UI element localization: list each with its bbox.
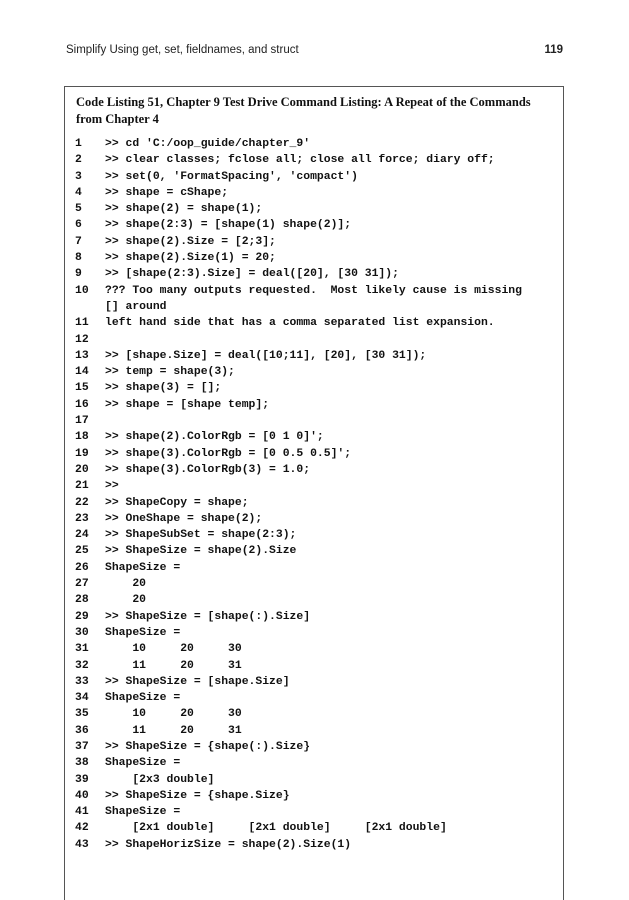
- code-text: 10 20 30: [105, 708, 242, 721]
- code-text: 10 20 30: [105, 643, 242, 656]
- line-number: 20: [75, 463, 89, 476]
- code-text: [105, 332, 557, 348]
- listing-line: [75, 397, 557, 413]
- listing-line: [75, 723, 557, 739]
- line-number: 10: [75, 284, 89, 297]
- listing-line: [75, 576, 557, 592]
- code-text: ShapeSize =: [105, 757, 181, 770]
- code-listing-box: [64, 86, 564, 900]
- code-text: >> ShapeSize = {shape(:).Size}: [105, 740, 311, 753]
- listing-line: [75, 201, 557, 217]
- listing-caption: Code Listing 51, Chapter 9 Test Drive Command Listing: A Repeat of the Commands from Chapter 4: [76, 95, 531, 126]
- code-text: >> ShapeSize = [shape.Size]: [105, 675, 290, 688]
- code-text: ??? Too many outputs requested. Most likely cause is missing: [105, 284, 522, 297]
- line-number: 35: [75, 708, 89, 721]
- listing-line: [75, 755, 557, 771]
- line-number: 23: [75, 512, 89, 525]
- running-head: [66, 44, 563, 64]
- line-number: 18: [75, 431, 89, 444]
- listing-line: [75, 511, 557, 527]
- listing-line: [75, 788, 557, 804]
- listing-line: [75, 690, 557, 706]
- listing-line: [75, 739, 557, 755]
- line-number: 6: [75, 219, 82, 232]
- line-number: 7: [75, 235, 82, 248]
- listing-line: [75, 560, 557, 576]
- line-number: 32: [75, 659, 89, 672]
- line-number: 22: [75, 496, 89, 509]
- code-text: >> ShapeSize = [shape(:).Size]: [105, 610, 311, 623]
- line-number: 31: [75, 643, 89, 656]
- listing-line: [75, 348, 557, 364]
- code-text: >> shape(2) = shape(1);: [105, 203, 263, 216]
- listing-line: [75, 364, 557, 380]
- line-number: 39: [75, 773, 89, 786]
- listing-line: [75, 169, 557, 185]
- listing-line: [75, 592, 557, 608]
- code-text: >> ShapeHorizSize = shape(2).Size(1): [105, 838, 352, 851]
- line-number: 24: [75, 529, 89, 542]
- listing-line: [75, 495, 557, 511]
- line-number: 4: [75, 186, 82, 199]
- running-head-title: Simplify Using get, set, fieldnames, and struct: [66, 44, 299, 56]
- line-number: 21: [75, 480, 89, 493]
- code-text: [2x1 double] [2x1 double] [2x1 double]: [105, 822, 447, 835]
- code-text: ShapeSize =: [105, 692, 181, 705]
- code-text: >> ShapeCopy = shape;: [105, 496, 249, 509]
- code-text: >> cd 'C:/oop_guide/chapter_9': [105, 138, 311, 150]
- listing-line: [75, 234, 557, 250]
- code-text: >> shape(3).ColorRgb = [0 0.5 0.5]';: [105, 447, 352, 460]
- code-text: >> [shape.Size] = deal([10;11], [20], [30 31]);: [105, 349, 427, 362]
- code-text: >> shape(2).Size(1) = 20;: [105, 252, 276, 265]
- code-text: >> shape = [shape temp];: [105, 398, 270, 411]
- listing-line: [75, 250, 557, 266]
- listing-line: [75, 609, 557, 625]
- line-number: 3: [75, 170, 82, 183]
- code-text: >>: [105, 480, 119, 493]
- line-number: 30: [75, 626, 89, 639]
- line-number: 29: [75, 610, 89, 623]
- code-text: >> temp = shape(3);: [105, 366, 235, 379]
- listing-line: [75, 217, 557, 233]
- line-number: 38: [75, 757, 89, 770]
- listing-line: [75, 136, 557, 152]
- listing-line: [75, 429, 557, 445]
- listing-line: [75, 185, 557, 201]
- listing-line: [75, 625, 557, 641]
- listing-line: [75, 413, 557, 429]
- line-number: 5: [75, 203, 82, 216]
- code-text: >> shape(3).ColorRgb(3) = 1.0;: [105, 463, 311, 476]
- line-number: 17: [75, 415, 89, 428]
- line-number: 41: [75, 806, 89, 819]
- line-number: 26: [75, 561, 89, 574]
- listing-line: [75, 804, 557, 820]
- line-number: 36: [75, 724, 89, 737]
- listing-line: [75, 641, 557, 657]
- line-number: 11: [75, 317, 89, 330]
- listing-line: [75, 462, 557, 478]
- listing-line: [75, 380, 557, 396]
- line-number: 1: [75, 138, 82, 150]
- code-text: >> shape(2).Size = [2;3];: [105, 235, 276, 248]
- page-number: 119: [544, 44, 563, 56]
- listing-line: [75, 266, 557, 282]
- line-number: 42: [75, 822, 89, 835]
- code-text: >> ShapeSize = shape(2).Size: [105, 545, 297, 558]
- code-text: >> set(0, 'FormatSpacing', 'compact'): [105, 170, 358, 183]
- listing-line: [75, 543, 557, 559]
- code-text: left hand side that has a comma separated list expansion.: [105, 317, 495, 330]
- line-number: 37: [75, 740, 89, 753]
- line-number: 2: [75, 154, 82, 167]
- line-number: 9: [75, 268, 82, 281]
- listing-line: [75, 837, 557, 853]
- line-number: 15: [75, 382, 89, 395]
- code-text: ShapeSize =: [105, 626, 181, 639]
- line-number: 12: [75, 333, 89, 346]
- line-number: 40: [75, 789, 89, 802]
- line-number: 13: [75, 349, 89, 362]
- listing-line: [75, 478, 557, 494]
- listing-line: [75, 658, 557, 674]
- code-text: 20: [105, 578, 147, 591]
- code-text: [2x3 double]: [105, 773, 215, 786]
- code-text: 11 20 31: [105, 659, 242, 672]
- line-number: 28: [75, 594, 89, 607]
- code-text: ShapeSize =: [105, 806, 181, 819]
- code-text: >> shape(2:3) = [shape(1) shape(2)];: [105, 219, 352, 232]
- listing-line: [75, 772, 557, 788]
- line-number: 33: [75, 675, 89, 688]
- code-text: 20: [105, 594, 147, 607]
- listing-line: [75, 299, 557, 315]
- line-number: 43: [75, 838, 89, 851]
- code-text: >> [shape(2:3).Size] = deal([20], [30 31]);: [105, 268, 399, 281]
- code-text: >> clear classes; fclose all; close all force; diary off;: [105, 154, 495, 167]
- line-number: 34: [75, 692, 89, 705]
- line-number: 27: [75, 578, 89, 591]
- listing-line: [75, 706, 557, 722]
- code-text: [] around: [105, 300, 167, 313]
- code-text: >> shape(3) = [];: [105, 382, 222, 395]
- listing-line: [75, 527, 557, 543]
- line-number: 25: [75, 545, 89, 558]
- listing-line: [75, 283, 557, 299]
- code-text: >> OneShape = shape(2);: [105, 512, 263, 525]
- code-text: ShapeSize =: [105, 561, 181, 574]
- code-text: >> shape = cShape;: [105, 186, 229, 199]
- line-number: 16: [75, 398, 89, 411]
- code-text: >> ShapeSize = {shape.Size}: [105, 789, 290, 802]
- line-number: 8: [75, 252, 82, 265]
- listing-line: [75, 332, 557, 348]
- code-listing: [75, 136, 557, 853]
- line-number: [75, 299, 105, 315]
- listing-line: [75, 820, 557, 836]
- code-text: >> shape(2).ColorRgb = [0 1 0]';: [105, 431, 324, 444]
- code-text: >> ShapeSubSet = shape(2:3);: [105, 529, 297, 542]
- line-number: 19: [75, 447, 89, 460]
- code-text: 11 20 31: [105, 724, 242, 737]
- line-number: 14: [75, 366, 89, 379]
- listing-line: [75, 315, 557, 331]
- listing-line: [75, 674, 557, 690]
- listing-line: [75, 152, 557, 168]
- code-text: [105, 413, 557, 429]
- listing-line: [75, 446, 557, 462]
